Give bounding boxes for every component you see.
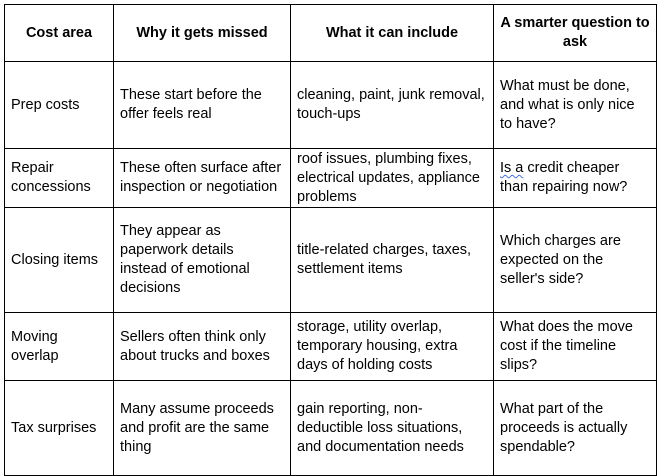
cost-table-container	[4, 4, 657, 476]
table-row	[5, 208, 657, 313]
cell-what-includes: title-related charges, taxes, settlement items	[291, 208, 494, 313]
cell-smarter-question: What part of the proceeds is actually spendable?	[494, 381, 657, 476]
cell-smarter-question: Which charges are expected on the seller's side?	[494, 208, 657, 313]
cell-what-includes: gain reporting, non-deductible loss situations, and documentation needs	[291, 381, 494, 476]
cell-what-includes: storage, utility overlap, temporary housing, extra days of holding costs	[291, 313, 494, 381]
cell-why-missed: Sellers often think only about trucks and boxes	[114, 313, 291, 381]
header-why-missed: Why it gets missed	[114, 5, 291, 62]
cell-why-missed: These often surface after inspection or negotiation	[114, 149, 291, 208]
cell-cost-area: Moving overlap	[5, 313, 114, 381]
question-text-rest: credit cheaper than repairing now?	[500, 160, 628, 195]
cell-smarter-question	[494, 149, 657, 208]
cell-what-includes: cleaning, paint, junk removal, touch-ups	[291, 62, 494, 149]
cell-smarter-question: What does the move cost if the timeline slips?	[494, 313, 657, 381]
cell-cost-area: Prep costs	[5, 62, 114, 149]
cell-why-missed: They appear as paperwork details instead of emotional decisions	[114, 208, 291, 313]
spellcheck-flagged-text[interactable]: Is a	[500, 160, 524, 176]
table-row	[5, 313, 657, 381]
cell-what-includes: roof issues, plumbing fixes, electrical updates, appliance problems	[291, 149, 494, 208]
cell-why-missed: Many assume proceeds and profit are the same thing	[114, 381, 291, 476]
table-row	[5, 62, 657, 149]
cell-cost-area: Closing items	[5, 208, 114, 313]
header-smarter-question: A smarter question to ask	[494, 5, 657, 62]
cost-table	[4, 4, 657, 476]
table-row	[5, 381, 657, 476]
table-header-row	[5, 5, 657, 62]
header-cost-area: Cost area	[5, 5, 114, 62]
cell-cost-area: Tax surprises	[5, 381, 114, 476]
cell-why-missed: These start before the offer feels real	[114, 62, 291, 149]
cell-cost-area: Repair concessions	[5, 149, 114, 208]
table-row	[5, 149, 657, 208]
header-what-includes: What it can include	[291, 5, 494, 62]
cell-smarter-question: What must be done, and what is only nice to have?	[494, 62, 657, 149]
